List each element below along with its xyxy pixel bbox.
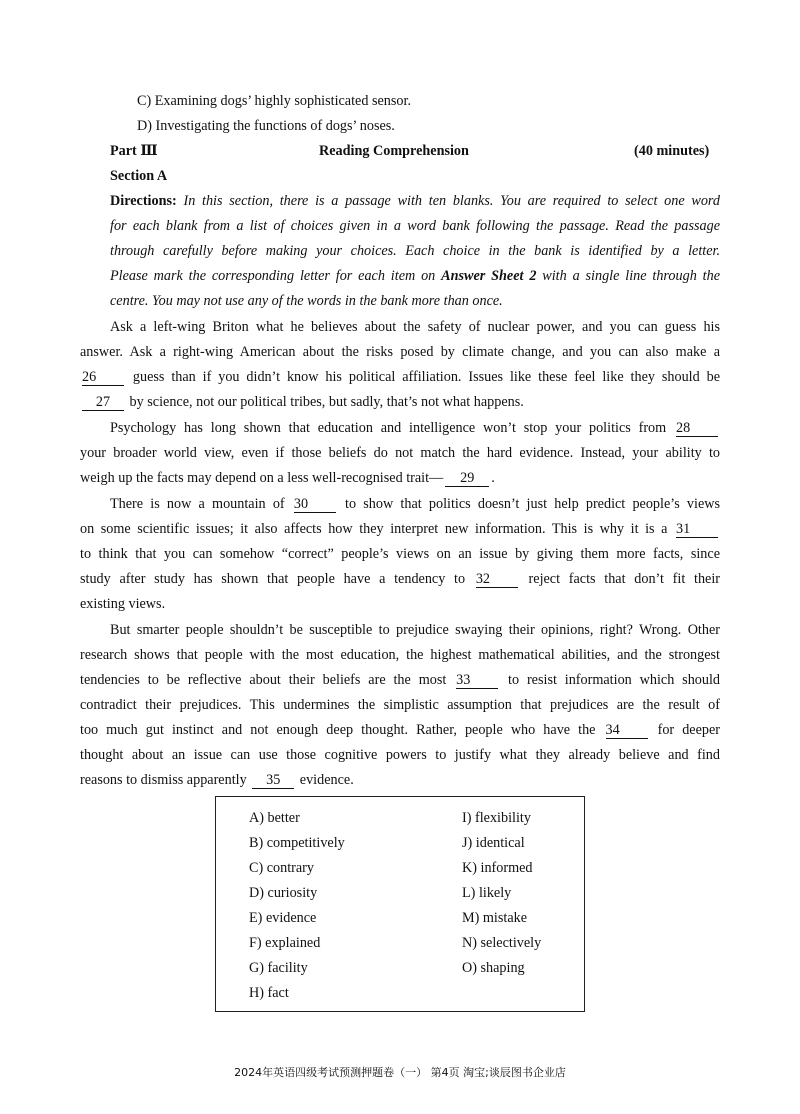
blank-26[interactable]: 26 — [82, 369, 124, 386]
blank-27[interactable]: 27 — [82, 394, 124, 411]
part-title: Reading Comprehension — [319, 143, 469, 159]
passage-line: There is now a mountain of 30 to show that politics doesn’t just help predict people’s views — [110, 496, 721, 512]
blank-35[interactable]: 35 — [252, 772, 294, 789]
passage-line: tendencies to be reflective about their beliefs are the most 33 to resist information which should — [80, 672, 721, 688]
passage-line: answer. Ask a right-wing American about the risks posed by climate change, and you can also make a — [80, 344, 720, 360]
section-title: Section A — [110, 168, 168, 184]
word-bank-item[interactable]: I) flexibility — [462, 810, 531, 826]
word-bank-item[interactable]: E) evidence — [249, 910, 317, 926]
word-bank-item[interactable]: C) contrary — [249, 860, 315, 876]
word-bank-item[interactable]: K) informed — [462, 860, 533, 876]
word-bank-item[interactable]: M) mistake — [462, 910, 528, 926]
page-footer: 2024年英语四级考试预测押题卷（一） 第4页 淘宝;谈辰图书企业店 — [234, 1066, 566, 1079]
blank-33[interactable]: 33 — [456, 672, 498, 689]
passage-line: to think that you can somehow “correct” people’s views on an issue by giving them more facts, since — [80, 546, 720, 562]
blank-31[interactable]: 31 — [676, 521, 718, 538]
directions-label: Directions: — [110, 193, 177, 209]
directions-line-3: through carefully before making your choices. Each choice in the bank is identified by a letter. — [110, 243, 720, 259]
directions-line-5: centre. You may not use any of the words in the bank more than once. — [110, 293, 503, 309]
answer-sheet-label: Answer Sheet 2 — [441, 268, 537, 284]
passage-line: Psychology has long shown that education and intelligence won’t stop your politics from 28 — [110, 419, 720, 437]
option-c: C) Examining dogs’ highly sophisticated sensor. — [137, 93, 412, 109]
directions-line-4: Please mark the corresponding letter for each item on Answer Sheet 2 with a single line through the — [110, 268, 720, 284]
blank-34[interactable]: 34 — [606, 722, 648, 739]
blank-30[interactable]: 30 — [294, 496, 336, 513]
passage-line: 27 by science, not our political tribes, but sadly, that’s not what happens. — [80, 393, 524, 411]
passage-line: reasons to dismiss apparently 35 evidence. — [80, 772, 354, 788]
part-number: Part Ⅲ — [110, 143, 158, 159]
word-bank-item[interactable]: H) fact — [249, 985, 289, 1001]
part-time: (40 minutes) — [634, 143, 710, 159]
word-bank — [215, 796, 585, 1012]
word-bank-item[interactable]: O) shaping — [462, 960, 525, 976]
word-bank-item[interactable]: A) better — [249, 810, 300, 826]
word-bank-item[interactable]: B) competitively — [249, 835, 345, 851]
passage-line: weigh up the facts may depend on a less well-recognised trait— 29 . — [80, 470, 495, 486]
passage-line: Ask a left-wing Briton what he believes about the safety of nuclear power, and you can guess his — [110, 319, 720, 335]
word-bank-item[interactable]: G) facility — [249, 960, 308, 976]
word-bank-item[interactable]: L) likely — [462, 885, 512, 901]
passage-line: 26 guess than if you didn’t know his political affiliation. Issues like these feel like they should be — [82, 369, 720, 385]
blank-28[interactable]: 28 — [676, 420, 718, 437]
word-bank-item[interactable]: J) identical — [462, 835, 525, 851]
word-bank-item[interactable]: N) selectively — [462, 935, 542, 951]
passage-line: existing views. — [80, 596, 166, 612]
passage-line: thought about an issue can use those cognitive powers to justify what they already believe and find — [80, 747, 720, 763]
passage-line: research shows that people with the most education, the highest mathematical abilities, and the strongest — [80, 647, 720, 663]
passage-line: your broader world view, even if those beliefs do not match the hard evidence. Instead, your ability to — [80, 445, 720, 461]
blank-29[interactable]: 29 — [445, 470, 489, 487]
option-d: D) Investigating the functions of dogs’ noses. — [137, 118, 395, 134]
passage-line: study after study has shown that people have a tendency to 32 reject facts that don’t fit their — [80, 571, 721, 587]
word-bank-item[interactable]: F) explained — [249, 935, 321, 951]
directions-line-2: for each blank from a list of choices given in a word bank following the passage. Read the passage — [110, 218, 720, 234]
passage-line: contradict their prejudices. This undermines the simplistic assumption that prejudices are the result of — [80, 697, 720, 713]
directions-line-1: Directions: In this section, there is a passage with ten blanks. You are required to select one word — [110, 193, 721, 209]
blank-32[interactable]: 32 — [476, 571, 518, 588]
word-bank-item[interactable]: D) curiosity — [249, 885, 318, 901]
passage-line: on some scientific issues; it also affects how they interpret new information. This is why it is a 31 — [80, 520, 720, 538]
passage-line: too much gut instinct and not enough deep thought. Rather, people who have the 34 for deeper — [80, 722, 721, 738]
passage-line: But smarter people shouldn’t be susceptible to prejudice swaying their opinions, right? Wrong. Other — [110, 622, 720, 638]
